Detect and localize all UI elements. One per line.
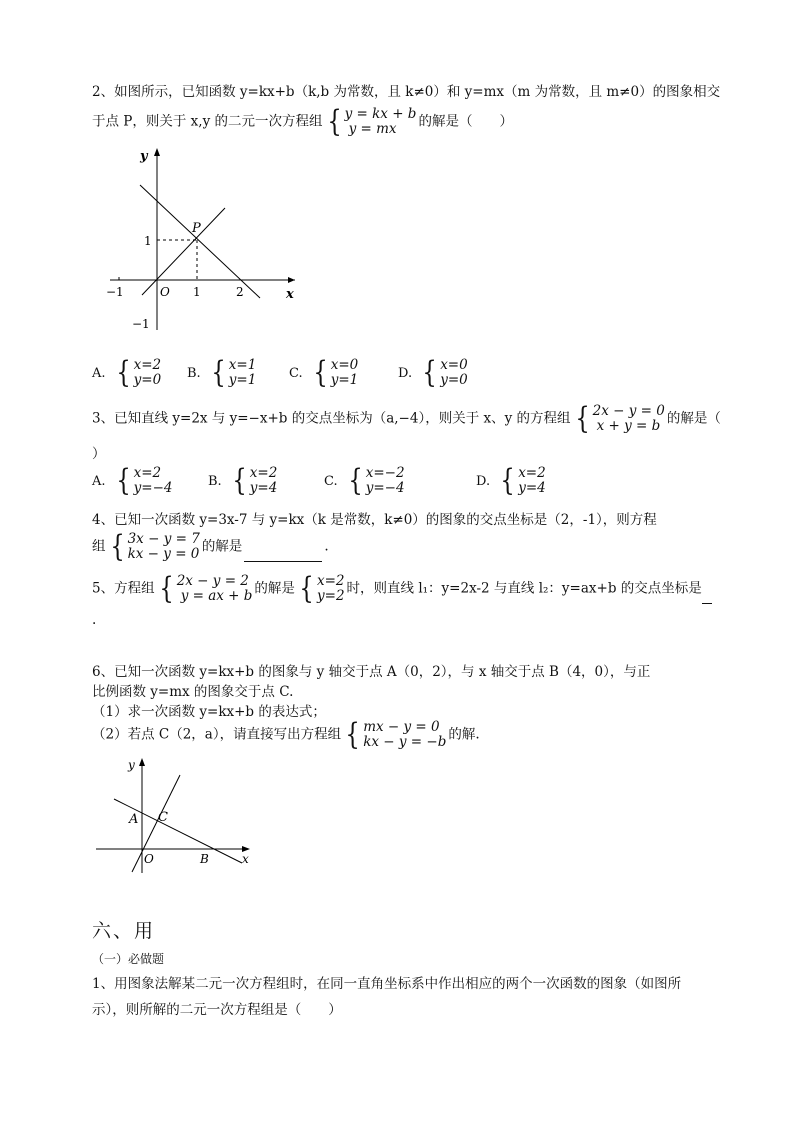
q5-solution-system: { x=2 y=2 [299, 571, 345, 606]
q6-graph [92, 755, 262, 880]
q4-stem-line2 [92, 529, 329, 564]
q4-stem-text: 组 [92, 538, 106, 555]
q3-stem-text: 3、已知直线 y=2x 与 y=−x+b 的交点坐标为（a,−4），则关于 x、y 的方程组 [92, 410, 571, 427]
q3-option-d-row1: x=2 [518, 465, 546, 481]
q3-option-b[interactable]: B. { x=2 y=4 [208, 463, 278, 498]
q2-option-c-row1: x=0 [330, 357, 359, 373]
q2-option-a-row1: x=2 [133, 357, 162, 373]
q6-point-c-label: C [158, 810, 168, 825]
q3-option-a-row1: x=2 [133, 465, 162, 481]
q6-point-a-label: A [129, 812, 139, 827]
q6-stem-line2: 比例函数 y=mx 的图象交于点 C. [92, 684, 294, 700]
q3-option-d-row2: y=4 [518, 480, 546, 496]
q3-option-a-label: A. [92, 473, 106, 489]
q3-option-b-row2: y=4 [249, 480, 278, 496]
q6-part2 [92, 717, 480, 752]
q3-option-d-label: D. [476, 473, 491, 489]
q5-stem-text: 5、方程组 [92, 580, 155, 597]
q6-part1: （1）求一次函数 y=kx+b 的表达式； [92, 704, 326, 720]
q2-tick-y1: 1 [144, 234, 152, 248]
q2-option-c-label: C. [289, 365, 303, 381]
q2-graph [100, 140, 310, 340]
q3-option-c[interactable]: C. { x=−2 y=−4 [324, 463, 405, 498]
q2-option-d[interactable]: D. { x=0 y=0 [398, 355, 468, 390]
q3-option-d[interactable]: D. { x=2 y=4 [476, 463, 546, 498]
q2-option-d-label: D. [398, 365, 413, 381]
q2-stem-text: 于点 P，则关于 x,y 的二元一次方程组 [92, 113, 323, 130]
q3-option-a-row2: y=−4 [133, 480, 173, 496]
q4-period: . [324, 538, 329, 555]
q2-stem-line2 [92, 104, 513, 139]
q6-part2-post: 的解. [448, 726, 480, 743]
q5-mid-text: 的解是 [254, 580, 295, 597]
q3-option-c-label: C. [324, 473, 338, 489]
q5-equation-2: y = ax + b [180, 588, 253, 604]
q2-option-a-label: A. [92, 365, 106, 381]
q5-answer-blank[interactable] [702, 591, 712, 604]
q2-y-arrow-icon [154, 148, 160, 156]
q2-option-d-row1: x=0 [440, 357, 468, 373]
q6-stem-line1: 6、已知一次函数 y=kx+b 的图象与 y 轴交于点 A（0，2），与 x 轴交于点 B（4，0），与正 [92, 664, 651, 680]
q4-equation-1: 3x − y = 7 [127, 531, 200, 547]
q2-equation-1: y = kx + b [344, 106, 417, 122]
q2-tick-x1: 1 [193, 285, 201, 299]
q3-equation-1: 2x − y = 0 [592, 403, 665, 419]
q3-option-b-row1: x=2 [249, 465, 278, 481]
q3-option-c-row2: y=−4 [365, 480, 405, 496]
q2-tick-xm1: −1 [106, 285, 124, 299]
q2-option-b[interactable]: B. { x=1 y=1 [187, 355, 257, 390]
q6-equation-1: mx − y = 0 [363, 719, 440, 735]
q2-option-b-row2: y=1 [228, 372, 257, 388]
q3-equation-2: x + y = b [596, 418, 661, 434]
s6-q1-line1: 1、用图象法解某二元一次方程组时，在同一直角坐标系中作出相应的两个一次函数的图象（如图所 [92, 976, 682, 992]
q5-equation-system: { 2x − y = 2 y = ax + b [158, 571, 253, 606]
q5-solution-1: x=2 [317, 573, 345, 589]
q2-line-kx-b [140, 185, 260, 298]
q6-x-label: x [242, 852, 249, 866]
q2-line-mx [142, 208, 225, 295]
q2-option-c[interactable]: C. { x=0 y=1 [289, 355, 359, 390]
q4-answer-text: 的解是 [201, 538, 243, 555]
q2-answer-paren: 的解是（ ） [418, 113, 513, 130]
q3-option-c-row1: x=−2 [365, 465, 405, 481]
section-subheading: （一）必做题 [92, 952, 165, 966]
q3-answer-paren-open: 的解是（ [666, 410, 721, 427]
q2-point-p-label: P [192, 221, 201, 236]
q3-option-b-label: B. [208, 473, 222, 489]
s6-q1-line2: 示），则所解的二元一次方程组是（ ） [92, 1002, 342, 1018]
q6-point-b-label: B [200, 852, 209, 866]
q4-equation-system: { 3x − y = 7 kx − y = 0 [109, 529, 200, 564]
q2-option-c-row2: y=1 [330, 372, 359, 388]
q2-x-label: x [286, 287, 294, 302]
q5-solution-2: y=2 [317, 588, 345, 604]
q6-line-ab [114, 799, 242, 863]
q6-y-arrow-icon [139, 758, 145, 766]
q2-y-label: y [140, 149, 148, 164]
q2-equation-system: { y = kx + b y = mx [326, 104, 417, 139]
q6-part2-text: （2）若点 C（2，a），请直接写出方程组 [92, 726, 342, 743]
q2-x-arrow-icon [288, 277, 295, 283]
q4-equation-2: kx − y = 0 [127, 546, 200, 562]
q2-option-d-row2: y=0 [440, 372, 468, 388]
q2-origin-label: O [160, 285, 170, 299]
q6-equation-system: { mx − y = 0 kx − y = −b [345, 717, 447, 752]
q4-answer-blank[interactable] [244, 547, 322, 562]
q2-tick-x2: 2 [236, 285, 244, 299]
q5-period: . [92, 612, 97, 628]
q6-equation-2: kx − y = −b [363, 734, 447, 750]
q2-option-b-label: B. [187, 365, 201, 381]
q3-answer-paren-close: ） [92, 446, 106, 462]
q3-option-a[interactable]: A. { x=2 y=−4 [92, 463, 173, 498]
q2-option-a[interactable]: A. { x=2 y=0 [92, 355, 162, 390]
q2-equation-2: y = mx [348, 121, 397, 137]
q3-equation-system: { 2x − y = 0 x + y = b [574, 401, 665, 436]
section-heading: 六、用 [92, 920, 156, 942]
q4-stem-line1: 4、已知一次函数 y=3x-7 与 y=kx（k 是常数，k≠0）的图象的交点坐标是（2，-1），则方程 [92, 512, 657, 528]
q5-stem-line1 [92, 571, 712, 606]
q2-option-a-row2: y=0 [133, 372, 162, 388]
q5-post-text: 时，则直线 l₁：y=2x-2 与直线 l₂：y=ax+b 的交点坐标是 [346, 580, 702, 597]
q6-origin-label: O [144, 852, 154, 866]
q5-equation-1: 2x − y = 2 [176, 573, 249, 589]
q6-line-oc [132, 775, 180, 872]
q2-stem-line1: 2、如图所示，已知函数 y=kx+b（k,b 为常数，且 k≠0）和 y=mx（m 为常数，且 m≠0）的图象相交 [92, 84, 721, 100]
q2-tick-ym1: −1 [132, 317, 150, 331]
q3-stem-line1 [92, 401, 721, 436]
q6-y-label: y [128, 758, 135, 772]
q2-option-b-row1: x=1 [228, 357, 257, 373]
